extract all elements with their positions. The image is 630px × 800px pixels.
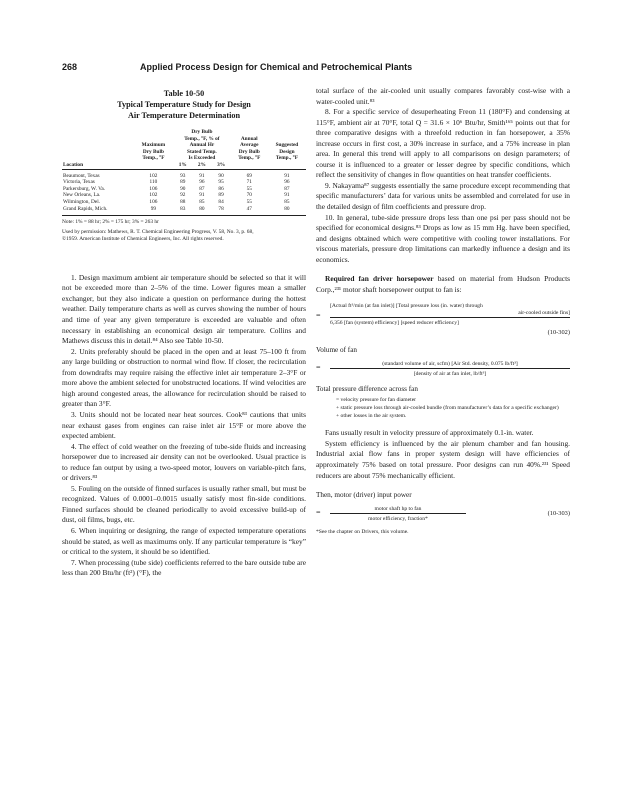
- paragraph-velocity-pressure: Fans usually result in velocity pressure of approximately 0.1-in. water.: [325, 428, 534, 438]
- col-max-dry-bulb-2: Dry Bulb: [142, 148, 164, 155]
- table-body: [62, 169, 306, 212]
- pressure-definitions: [336, 396, 570, 420]
- paragraph: 10. In general, tube-side pressure drops less than one psi per pass should not be specified for economical designs.⁸³ Drops as low as 15 mm Hg. have been specified, and designs obtained which were competitive with cooling tower installations. For viscous materials, pressure drop limitations can markedly influence a design and its economics.: [316, 212, 570, 264]
- col-exceeded-4: Stated Temp.: [187, 148, 217, 155]
- col-location: Location: [62, 162, 134, 169]
- table-note-text: Note: 1% = 88 hr; 2% = 175 hr; 3% = 263 hr: [62, 219, 159, 226]
- col-pct-3: 3%: [211, 162, 230, 169]
- paragraph: 2. Units preferably should be placed in the open and at least 75–100 ft from any large building or obstruction to normal wind flow. If closer, the recirculation from downdrafts may require raising the effective inlet air temperature 2–3°F or more above the ambient selected for unobstructed locations. If wind velocities are high around congested areas, the allowance for recirculation should be raised to greater than 3°F.: [62, 346, 306, 409]
- table-row: [62, 179, 306, 186]
- table-rule: [62, 215, 306, 216]
- table-title-line-2: Air Temperature Determination: [127, 111, 241, 120]
- table-cell: 87: [284, 185, 290, 192]
- paragraph-system-efficiency: System efficiency is influenced by the air plenum chamber and fan housing. Industrial axial flow fans in proper system design will have efficiencies of approximately 75% based on total pressure. Poor designs can run 40%.²³¹ Speed reducers are about 75% mechanically efficient.: [316, 438, 570, 480]
- col-exceeded-5: Is Exceeded: [188, 155, 216, 162]
- left-column: [62, 86, 306, 579]
- col-max-dry-bulb-3: Temp., °F: [142, 155, 165, 162]
- table-cell: 69: [246, 172, 252, 179]
- table-caption: [62, 88, 306, 121]
- col-suggested: [268, 129, 306, 162]
- eq2-denominator: [density of air at fan inlet, lb/ft³]: [413, 371, 487, 378]
- table-cell: 90: [218, 172, 224, 179]
- table-row: [62, 186, 306, 193]
- table-label: Table 10-50: [163, 89, 205, 98]
- equation-volume: = (standard volume of air, scfm) [Air Std. density, 0.075 lb/ft³] [density of air at fan inlet, lb/ft³]: [316, 361, 570, 378]
- table-cell: 110: [149, 179, 158, 186]
- table-cell: 87: [199, 185, 205, 192]
- table-cell: 95: [218, 179, 224, 186]
- eq1-numerator-1: [Actual ft³/min (at fan inlet)] [Total pressure loss (in. water) through: [330, 303, 483, 310]
- definition-item: = velocity pressure for fan diameter: [336, 397, 417, 404]
- fan-horsepower-intro: [316, 274, 570, 295]
- table-cell: Beaumont, Texas: [63, 172, 100, 179]
- eq3-number: (10-303): [547, 510, 570, 518]
- table-credit-2: ©1959. American Institute of Chemical Engineers, Inc. All rights reserved.: [62, 235, 224, 242]
- page-header: [62, 62, 568, 76]
- eq3-denominator: motor efficiency, fraction*: [368, 516, 428, 523]
- table-cell: 70: [246, 192, 252, 199]
- col-annual-avg-3: Dry Bulb: [238, 148, 260, 155]
- table-cell: 83: [180, 205, 186, 212]
- table-cell: 91: [199, 192, 205, 199]
- temperature-table: [62, 129, 306, 212]
- table-cell: 91: [284, 192, 290, 199]
- col-annual-avg-4: Temp., °F: [238, 155, 261, 162]
- table-cell: 102: [149, 192, 158, 199]
- table-cell: 91: [199, 172, 205, 179]
- table-cell: 91: [284, 172, 290, 179]
- table-cell: 106: [149, 185, 158, 192]
- col-pct-2: 2%: [192, 162, 211, 169]
- table-cell: 86: [218, 185, 224, 192]
- definition-item: + other losses in the air system.: [336, 413, 407, 420]
- table-cell: 92: [180, 192, 186, 199]
- eq1-number: (10-302): [547, 329, 570, 337]
- table-cell: 80: [199, 205, 205, 212]
- fan-horsepower-heading: Required fan driver horsepower: [325, 274, 434, 284]
- fan-horsepower-intro-text: based on material from Hudson Products Corp.,²³¹ motor shaft horsepower output to fan is:: [316, 274, 570, 294]
- table-cell: 85: [199, 198, 205, 205]
- table-cell: Parkersburg, W. Va.: [63, 185, 106, 192]
- table-cell: Wilmington, Del.: [63, 198, 101, 205]
- motor-input-power-label: Then, motor (driver) input power: [316, 491, 412, 500]
- col-annual-avg-2: Average: [240, 142, 259, 149]
- col-annual-avg: [231, 129, 268, 162]
- eq1-numerator-2: air-cooled outside fins]: [518, 310, 570, 317]
- paragraph: 3. Units should not be located near heat sources. Cook⁸³ cautions that units near exhaust gases from engines can raise inlet air 15°F or more above the expected ambient.: [62, 409, 306, 441]
- paragraph: 7. When processing (tube side) coefficients referred to the bare outside tube are less than 200 Btu/hr (ft²) (°F), the: [62, 557, 306, 578]
- table-title-line-1: Typical Temperature Study for Design: [117, 100, 251, 109]
- table-row: [62, 199, 306, 206]
- col-suggested-3: Temp., °F: [275, 155, 298, 162]
- paragraph: total surface of the air-cooled unit usually compares favorably cost-wise with a water-cooled unit.⁸³: [316, 86, 570, 106]
- footnote: *See the chapter on Drivers, this volume.: [316, 529, 409, 536]
- table-cell: 102: [149, 172, 158, 179]
- table-row: [62, 192, 306, 199]
- eq1-denominator: 6,356 [fan (system) efficiency] [speed reducer efficiency]: [330, 320, 459, 327]
- page-number: 268: [62, 62, 78, 72]
- col-exceeded-2: Temp., °F, % of: [184, 135, 220, 142]
- eq2-numerator: (standard volume of air, scfm) [Air Std. density, 0.075 lb/ft³]: [382, 361, 518, 368]
- paragraph: 5. Fouling on the outside of finned surfaces is usually rather small, but must be recognized. Values of 0.0001–0.0015 usually satisfy most fin-side conditions. Finned surfaces should be cleaned periodically to avoid excessive build-up of dust, oil films, bugs, etc.: [62, 483, 306, 525]
- col-annual-avg-1: Annual: [240, 135, 258, 142]
- paragraph: 4. The effect of cold weather on the freezing of tube-side fluids and increasing horsepower due to increased air density can not be overlooked. Usual practice is to reduce fan output by using a two-speed motor, louvers on variable-pitch fans, or drivers.⁸³: [62, 441, 306, 483]
- col-exceeded: [173, 129, 231, 162]
- right-column: [316, 86, 570, 537]
- col-suggested-1: Suggested: [275, 142, 299, 149]
- paragraph: 6. When inquiring or designing, the range of expected temperature operations should be stated, as well as maximums only. If any particular temperature is “key” or critical to the system, it should be so identified.: [62, 525, 306, 557]
- eq3-fraction-bar: [330, 513, 466, 514]
- volume-of-fan-label: Volume of fan: [316, 346, 357, 355]
- table-cell: 90: [180, 185, 186, 192]
- table-row: [62, 169, 306, 179]
- paragraph: 9. Nakayama⁸⁷ suggests essentially the same procedure except recommending that specific manufacturers’ data for various units be assembled and correlated for use in the detailed design of film coefficients and pressure drop.: [316, 180, 570, 212]
- col-exceeded-3: Annual Hr: [189, 142, 215, 149]
- equation-10-302: = [Actual ft³/min (at fan inlet)] [Total pressure loss (in. water) through air-cooled outside fins] 6,356 [fan (system) efficiency] [speed reducer efficiency]: [316, 303, 570, 327]
- eq1-fraction-bar: [330, 317, 570, 318]
- paragraph: 8. For a specific service of desuperheating Freon 11 (180°F) and condensing at 115°F, ambient air at 70°F, total Q = 31.6 × 10⁶ Btu/hr, Smith¹⁶⁵ points out that for three comparative designs with a threefold reduction in fan horsepower, a 35% increase occurs in first cost, a 30% increase in surface, and a 75% increase in plan area. In general this trend will apply to all comparisons on design parameters; of course it is influenced to a greater or lesser degree by specific conditions, which reflect the sensitivity of changes in flow quantities on heat transfer coefficients.: [316, 107, 570, 180]
- table-cell: 99: [150, 205, 157, 212]
- running-title: Applied Process Design for Chemical and Petrochemical Plants: [140, 62, 413, 72]
- col-max-dry-bulb: [134, 129, 173, 162]
- table-row: [62, 206, 306, 213]
- table-cell: 88: [180, 198, 186, 205]
- col-pct-1: 1%: [173, 162, 192, 169]
- table-cell: 89: [180, 179, 186, 186]
- table-cell: 80: [284, 205, 290, 212]
- eq2-fraction-bar: [330, 368, 570, 369]
- table-cell: New Orleans, La.: [63, 192, 101, 199]
- col-suggested-2: Design: [279, 148, 295, 155]
- table-cell: 71: [246, 179, 252, 186]
- table-cell: 55: [246, 185, 252, 192]
- table-cell: 96: [199, 179, 205, 186]
- col-max-dry-bulb-1: Maximum: [141, 142, 166, 149]
- table-cell: Grand Rapids, Mich.: [63, 205, 108, 212]
- table-cell: 96: [284, 179, 290, 186]
- table-cell: 93: [180, 172, 186, 179]
- paragraph: 1. Design maximum ambient air temperature should be selected so that it will not be exceeded more than 2–5% of the time. Lower figures mean a smaller exchanger, but they also indicate a question on performance during the hottest weather. Daily temperature charts as well as curves showing the number of hours and time of year any given temperature is exceeded are valuable and often necessary in establishing an economical design air temperature. Collins and Mathews discuss this in detail.⁸⁴ Also see Table 10-50.: [62, 272, 306, 346]
- table-note: [62, 219, 306, 243]
- table-cell: Victoria, Texas: [63, 179, 95, 186]
- table-cell: 84: [218, 198, 224, 205]
- table-cell: 89: [218, 192, 224, 199]
- table-credit-1: Used by permission: Mathews, R. T. Chemical Engineering Progress, V. 58, No. 3, p. 68,: [62, 229, 254, 236]
- table-cell: 85: [284, 198, 290, 205]
- eq3-numerator: motor shaft hp to fan: [374, 506, 422, 513]
- table-cell: 55: [246, 198, 252, 205]
- definition-item: + static pressure loss through air-cooled bundle (from manufacturer’s data for a specific exchanger): [336, 405, 559, 412]
- total-pressure-label: Total pressure difference across fan: [316, 385, 418, 394]
- equation-10-303: = motor shaft hp to fan motor efficiency, fraction* (10-303): [316, 506, 570, 523]
- table-cell: 106: [149, 198, 158, 205]
- table-cell: 78: [218, 205, 224, 212]
- table-cell: 47: [246, 205, 252, 212]
- col-exceeded-1: Dry Bulb: [191, 129, 213, 135]
